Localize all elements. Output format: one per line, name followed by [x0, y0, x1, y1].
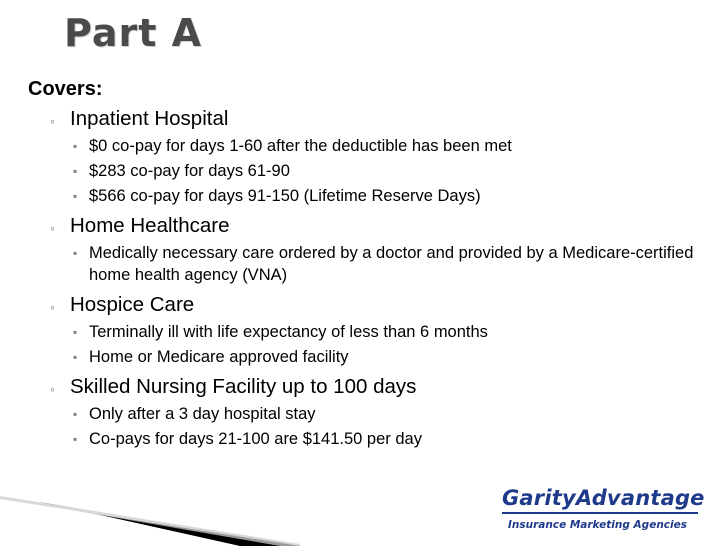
section-item: [28, 346, 708, 368]
logo-divider: [502, 512, 698, 514]
hollow-circle-bullet-icon: ◦: [50, 220, 55, 236]
section-title-text: Home Healthcare: [70, 214, 230, 237]
section-item-text: Co-pays for days 21-100 are $141.50 per day: [89, 430, 422, 448]
square-bullet-icon: ▪: [73, 350, 78, 364]
section-item-text: $0 co-pay for days 1-60 after the deductible has been met: [89, 137, 512, 155]
section-item-text: Medically necessary care ordered by a doctor and provided by a Medicare-certified home health agency (VNA): [89, 244, 694, 284]
section-title-text: Hospice Care: [70, 293, 195, 316]
section-item: [28, 242, 708, 286]
square-bullet-icon: ▪: [73, 325, 78, 339]
section-item: [28, 185, 708, 207]
section-item: [28, 403, 708, 425]
section-item: [28, 160, 708, 182]
section-item-text: $566 co-pay for days 91-150 (Lifetime Reserve Days): [89, 187, 481, 205]
section-title: [28, 374, 708, 400]
square-bullet-icon: ▪: [73, 432, 78, 446]
section-title: [28, 106, 708, 132]
section-item-text: $283 co-pay for days 61-90: [89, 162, 290, 180]
square-bullet-icon: ▪: [73, 164, 78, 178]
decorative-swoosh: [0, 466, 300, 546]
logo-tagline: Insurance Marketing Agencies: [508, 519, 687, 531]
covers-heading: Covers:: [28, 78, 103, 100]
slide-content: [28, 76, 708, 450]
section-item: [28, 428, 708, 450]
company-logo: [502, 486, 712, 532]
section-item: [28, 135, 708, 157]
section-item-text: Only after a 3 day hospital stay: [89, 405, 316, 423]
square-bullet-icon: ▪: [73, 246, 78, 260]
section-title-text: Inpatient Hospital: [70, 107, 229, 130]
section-title: [28, 292, 708, 318]
section-title-text: Skilled Nursing Facility up to 100 days: [70, 375, 417, 398]
logo-brand: GarityAdvantage: [502, 486, 705, 510]
section-item-text: Home or Medicare approved facility: [89, 348, 349, 366]
hollow-circle-bullet-icon: ◦: [50, 299, 55, 315]
hollow-circle-bullet-icon: ◦: [50, 381, 55, 397]
hollow-circle-bullet-icon: ◦: [50, 113, 55, 129]
slide-title: Part A: [64, 11, 203, 55]
section-item: [28, 321, 708, 343]
square-bullet-icon: ▪: [73, 407, 78, 421]
section-title: [28, 213, 708, 239]
swoosh-light: [0, 496, 300, 546]
square-bullet-icon: ▪: [73, 139, 78, 153]
square-bullet-icon: ▪: [73, 189, 78, 203]
section-item-text: Terminally ill with life expectancy of less than 6 months: [89, 323, 488, 341]
